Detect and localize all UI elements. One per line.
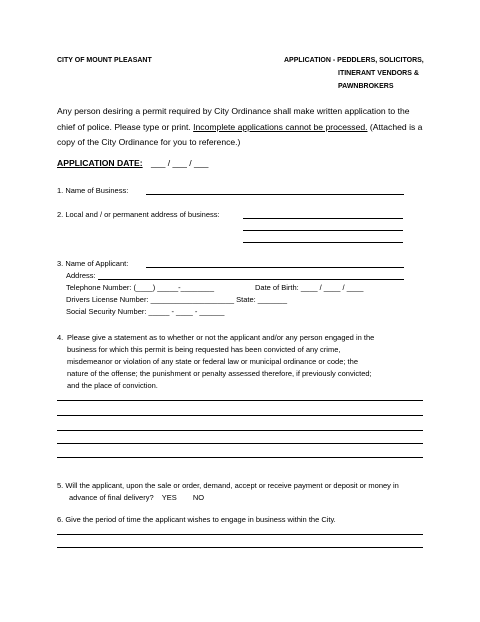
application-date-row	[57, 158, 208, 168]
q5-text-line-2	[69, 493, 204, 502]
yes-option[interactable]: YES	[161, 493, 177, 502]
business-address-field-3[interactable]	[243, 242, 403, 243]
q4-answer-line[interactable]	[57, 430, 423, 431]
q6-text: 6. Give the period of time the applicant wishes to engage in business within the City.	[57, 515, 336, 524]
instructions-reference: (Attached is a copy of the City Ordinance for you to reference.)	[57, 121, 423, 148]
application-date-label: APPLICATION DATE:	[57, 158, 143, 168]
q4-text-line-3: misdemeanor or violation of any state or federal law or municipal ordinance or code; the	[67, 357, 358, 366]
q4-text-line-5: and the place of conviction.	[67, 381, 158, 390]
applicant-address-field[interactable]	[98, 279, 404, 280]
social-security-field[interactable]: Social Security Number: _____ - ____ - ______	[66, 307, 225, 316]
instructions-text: Any person desiring a permit required by City Ordinance shall make written application to the chief of police. Please type or print.	[57, 106, 410, 132]
form-title-line-3: PAWNBROKERS	[338, 83, 394, 90]
drivers-license-field[interactable]: Drivers License Number: ____________________ State: _______	[66, 295, 287, 304]
q4-answer-line[interactable]	[57, 400, 423, 401]
instructions-warning: Incomplete applications cannot be processed.	[193, 121, 368, 132]
date-of-birth-field[interactable]: Date of Birth: ____ / ____ / ____	[255, 283, 364, 292]
q6-answer-line[interactable]	[57, 547, 423, 548]
q5-question-end: advance of final delivery?	[69, 493, 154, 502]
q4-number: 4.	[57, 333, 64, 342]
q5-text-line-1: 5. Will the applicant, upon the sale or order, demand, accept or receive payment or deposit or money in	[57, 481, 399, 490]
q4-text-line-1: Please give a statement as to whether or not the applicant and/or any person engaged in the	[67, 333, 375, 342]
q4-answer-line[interactable]	[57, 443, 423, 444]
business-address-field-2[interactable]	[243, 230, 403, 231]
city-name: CITY OF MOUNT PLEASANT	[57, 57, 152, 64]
telephone-number-field[interactable]: Telephone Number: (____) _____-________	[66, 283, 215, 292]
instructions-paragraph	[57, 104, 429, 151]
q4-answer-line[interactable]	[57, 457, 423, 458]
business-name-field[interactable]	[146, 194, 404, 195]
applicant-address-label: Address:	[66, 271, 96, 280]
q4-text-line-4: nature of the offense; the punishment or penalty assessed therefore, if previously convicted;	[67, 369, 372, 378]
business-name-label: 1. Name of Business:	[57, 186, 129, 195]
business-address-field-1[interactable]	[243, 218, 403, 219]
q4-text-line-2: business for which this permit is being requested has been convicted of any crime,	[67, 345, 341, 354]
q6-answer-line[interactable]	[57, 534, 423, 535]
q4-answer-line[interactable]	[57, 415, 423, 416]
form-title-line-2: ITINERANT VENDORS &	[338, 70, 419, 77]
form-title-line-1: APPLICATION - PEDDLERS, SOLICITORS,	[284, 57, 424, 64]
applicant-name-field[interactable]	[146, 267, 404, 268]
applicant-name-label: 3. Name of Applicant:	[57, 259, 129, 268]
no-option[interactable]: NO	[192, 493, 205, 502]
application-date-field[interactable]: ___ / ___ / ___	[151, 158, 209, 168]
business-address-label: 2. Local and / or permanent address of business:	[57, 210, 220, 219]
